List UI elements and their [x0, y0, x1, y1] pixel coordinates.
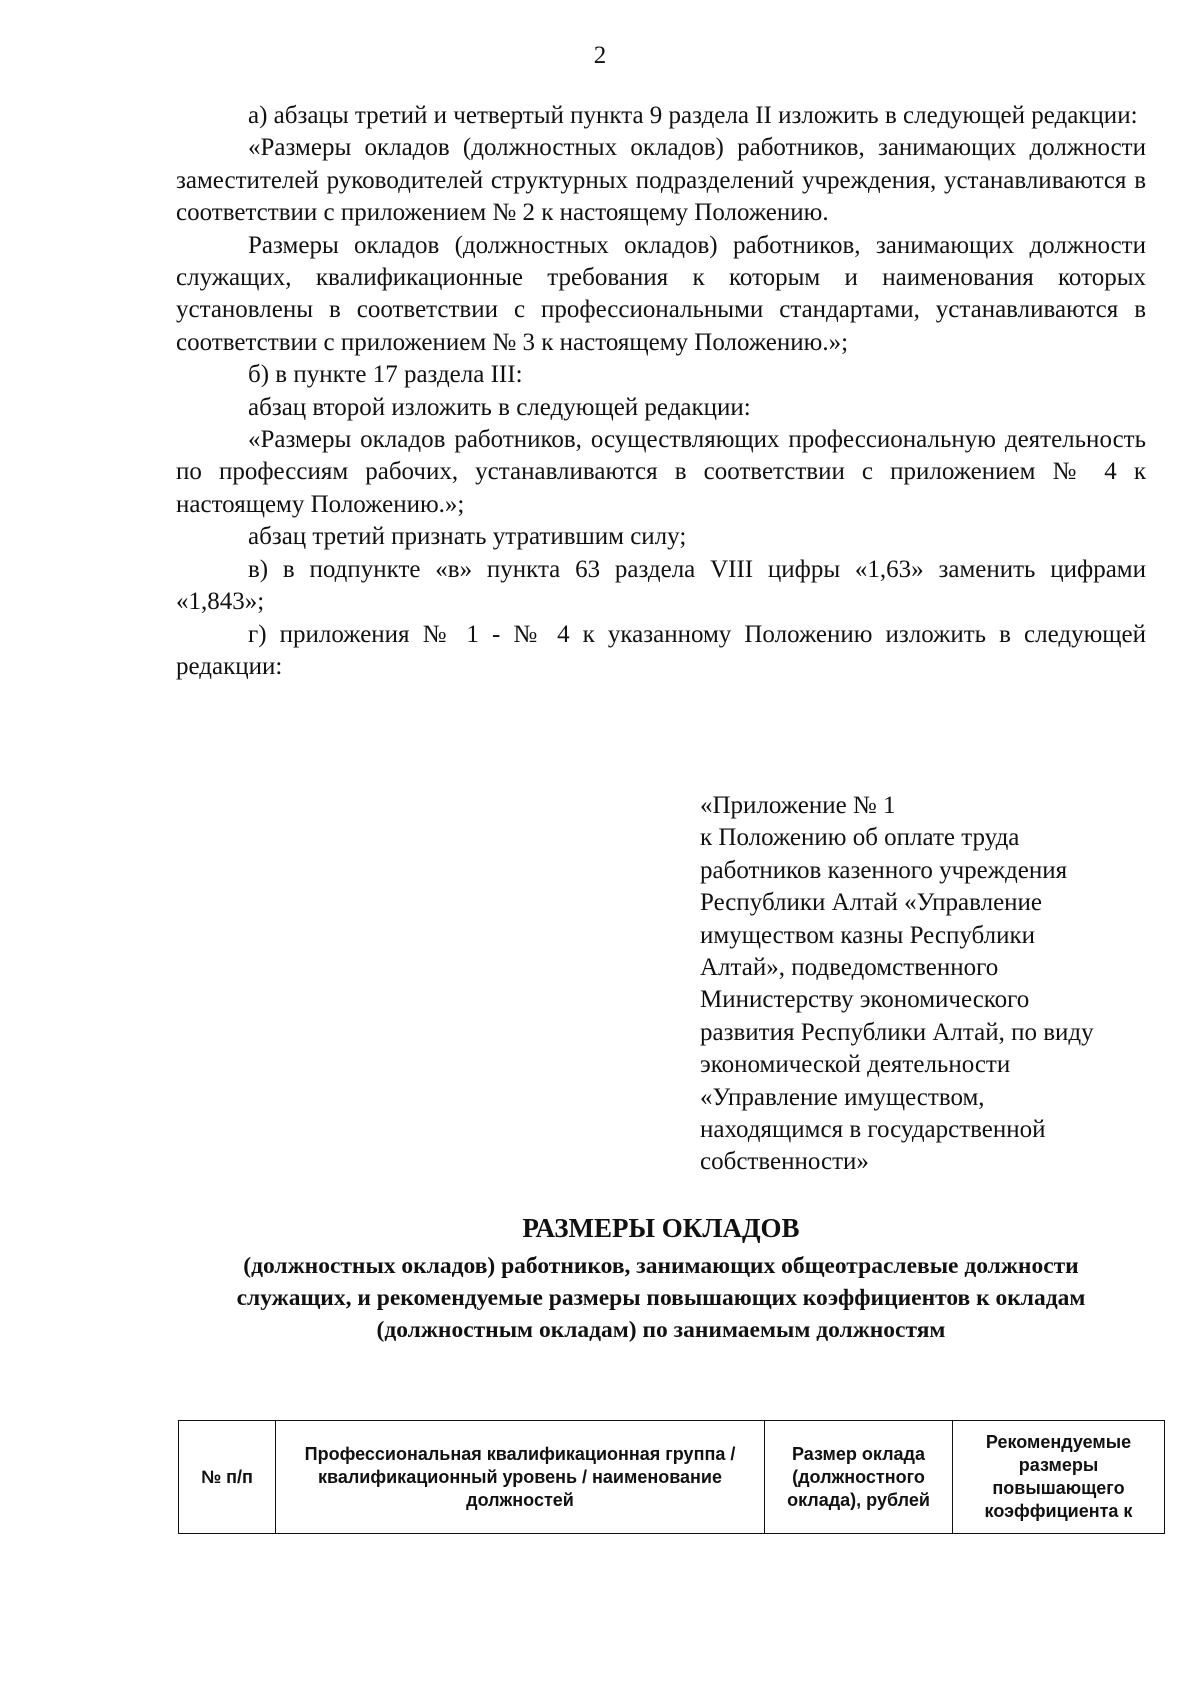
appendix-note-line: экономической деятельности — [700, 1051, 1011, 1079]
appendix-note-line: Министерству экономического — [700, 986, 1030, 1014]
section-heading — [176, 1210, 1146, 1346]
paragraph-clause-v: в) в подпункте «в» пункта 63 раздела VIII цифры «1,63» заменить цифрами «1,843»; — [176, 555, 1146, 616]
appendix-note-line: развития Республики Алтай, по виду — [700, 1018, 1094, 1046]
table-header-row — [179, 1421, 1165, 1534]
appendix-note-line: Алтай», подведомственного — [700, 954, 999, 982]
appendix-note — [700, 790, 1170, 1179]
page-number: 2 — [593, 42, 607, 69]
paragraph-second-subparagraph: абзац второй изложить в следующей редакции: — [248, 393, 751, 421]
appendix-note-line: имуществом казны Республики — [700, 921, 1035, 949]
salary-table-header — [179, 1421, 1165, 1534]
paragraph-employee-salaries: Размеры окладов (должностных окладов) работников, занимающих должности служащих, квалификационные требования к которым и наименования которых установлены в соответствии с профессиональными стандартами, устанавливаются в соответствии с приложением № 3 к настоящему Положению.»; — [176, 231, 1146, 356]
body-text — [176, 100, 1146, 683]
paragraph-deputy-salaries: «Размеры окладов (должностных окладов) работников, занимающих должности заместителей руководителей структурных подразделений учреждения, устанавливаются в соответствии с приложением № 2 к настоящему Положению. — [176, 134, 1146, 227]
heading-title: РАЗМЕРЫ ОКЛАДОВ — [522, 1213, 800, 1243]
column-header-group: Профессиональная квалификационная группа / квалификационный уровень / наименование должностей — [276, 1421, 765, 1534]
appendix-note-line: Республики Алтай «Управление — [700, 889, 1043, 917]
appendix-note-line: работников казенного учреждения — [700, 856, 1068, 884]
appendix-note-line: находящимся в государственной — [700, 1116, 1046, 1144]
column-header-number: № п/п — [179, 1421, 276, 1534]
column-header-coefficient: Рекомендуемые размеры повышающего коэффициента к — [953, 1421, 1165, 1534]
salary-table — [178, 1420, 1165, 1534]
paragraph-worker-salaries: «Размеры окладов работников, осуществляющих профессиональную деятельность по профессиям рабочих, устанавливаются в соответствии с приложением № 4 к настоящему Положению.»; — [176, 426, 1146, 518]
paragraph-clause-g: г) приложения № 1 - № 4 к указанному Положению изложить в следующей редакции: — [176, 620, 1146, 680]
appendix-note-line: «Управление имуществом, — [700, 1083, 985, 1111]
heading-subtitle: (должностных окладов) работников, занимающих общеотраслевые должности служащих, и рекомендуемые размеры повышающих коэффициентов к окладам (должностным окладам) по занимаемым должностям — [236, 1253, 1086, 1343]
appendix-note-line: «Приложение № 1 — [700, 792, 896, 819]
appendix-note-line: к Положению об оплате труда — [700, 824, 1020, 852]
appendix-note-line: собственности» — [700, 1148, 869, 1176]
paragraph-third-subparagraph: абзац третий признать утратившим силу; — [248, 523, 687, 551]
paragraph-clause-b: б) в пункте 17 раздела III: — [248, 361, 523, 389]
paragraph-clause-a: а) абзацы третий и четвертый пункта 9 раздела II изложить в следующей редакции: — [248, 102, 1138, 129]
column-header-salary: Размер оклада (должностного оклада), рублей — [765, 1421, 953, 1534]
